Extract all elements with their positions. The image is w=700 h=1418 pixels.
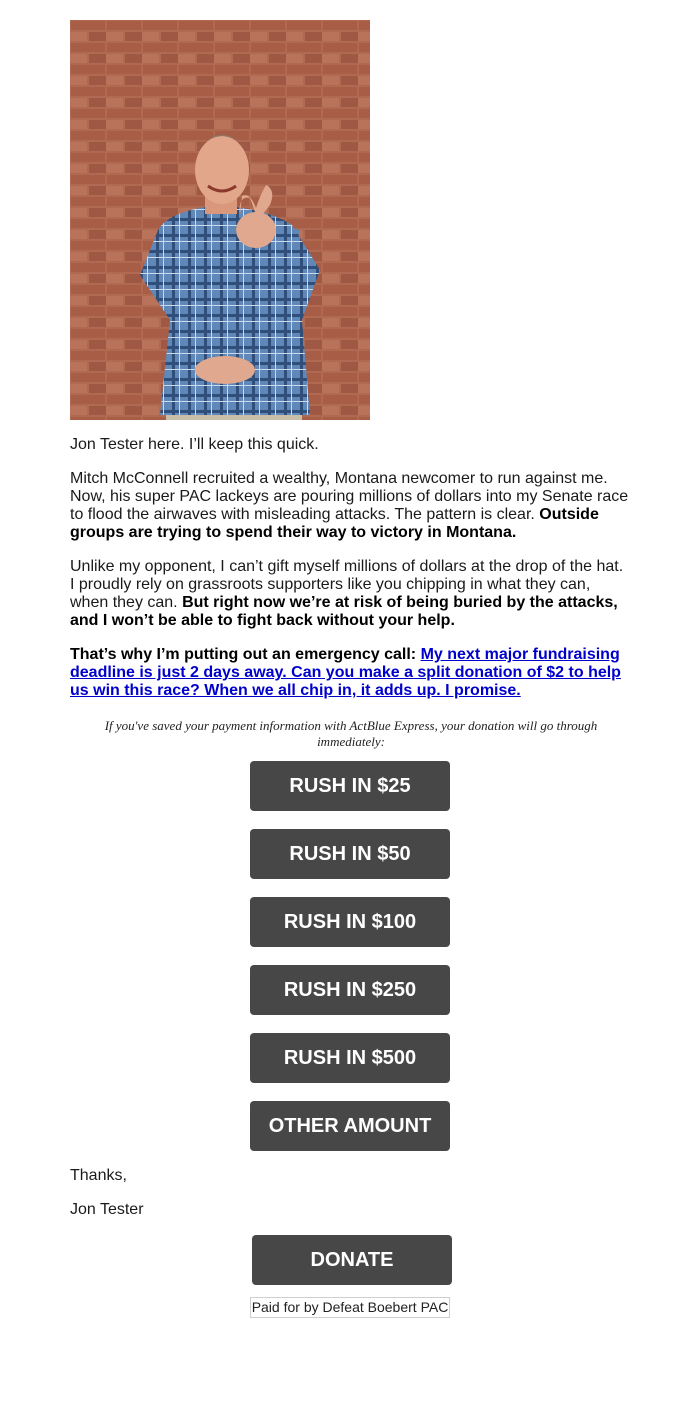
- paragraph-opponent-bold: Outside groups are trying to spend their way to victory in Montana.: [70, 506, 599, 541]
- candidate-photo-image: [70, 20, 370, 420]
- paragraph-opponent: [70, 470, 632, 542]
- actblue-express-note: If you've saved your payment information with ActBlue Express, your donation will go through immediately:: [104, 718, 598, 749]
- paragraph-opponent-text: Mitch McConnell recruited a wealthy, Montana newcomer to run against me. Now, his super PAC lackeys are pouring millions of dollars into my Senate race to flood the airwaves with misleading attacks. The pattern is clear.: [70, 470, 629, 523]
- intro-text: [70, 436, 632, 454]
- rush-25-button[interactable]: RUSH IN $25: [250, 761, 450, 811]
- paid-for-disclaimer: Paid for by Defeat Boebert PAC: [250, 1297, 450, 1318]
- rush-500-button[interactable]: RUSH IN $500: [250, 1033, 450, 1083]
- signature-name: Jon Tester: [70, 1201, 144, 1218]
- rush-100-button[interactable]: RUSH IN $100: [250, 897, 450, 947]
- email-body: [70, 20, 632, 750]
- closing-thanks: Thanks,: [70, 1167, 127, 1184]
- other-amount-button[interactable]: OTHER AMOUNT: [250, 1101, 450, 1151]
- rush-50-button[interactable]: RUSH IN $50: [250, 829, 450, 879]
- paragraph-grassroots-text: Unlike my opponent, I can’t gift myself millions of dollars at the drop of the hat. I proudly rely on grassroots supporters like you chipping in what they can, when they can.: [70, 558, 624, 611]
- paragraph-grassroots: [70, 558, 632, 630]
- rush-250-button[interactable]: RUSH IN $250: [250, 965, 450, 1015]
- candidate-photo: [70, 20, 370, 420]
- fundraising-deadline-link[interactable]: My next major fundraising deadline is just 2 days away. Can you make a split donation of $2 to help us win this race? When we all chip in, it adds up. I promise.: [70, 646, 621, 699]
- paragraph-grassroots-bold: But right now we’re at risk of being buried by the attacks, and I won’t be able to fight back without your help.: [70, 594, 618, 629]
- intro-line: Jon Tester here. I’ll keep this quick.: [70, 436, 319, 453]
- paragraph-emergency: [70, 646, 632, 700]
- donate-button[interactable]: DONATE: [252, 1235, 452, 1285]
- emergency-call-lead: That’s why I’m putting out an emergency call:: [70, 646, 421, 663]
